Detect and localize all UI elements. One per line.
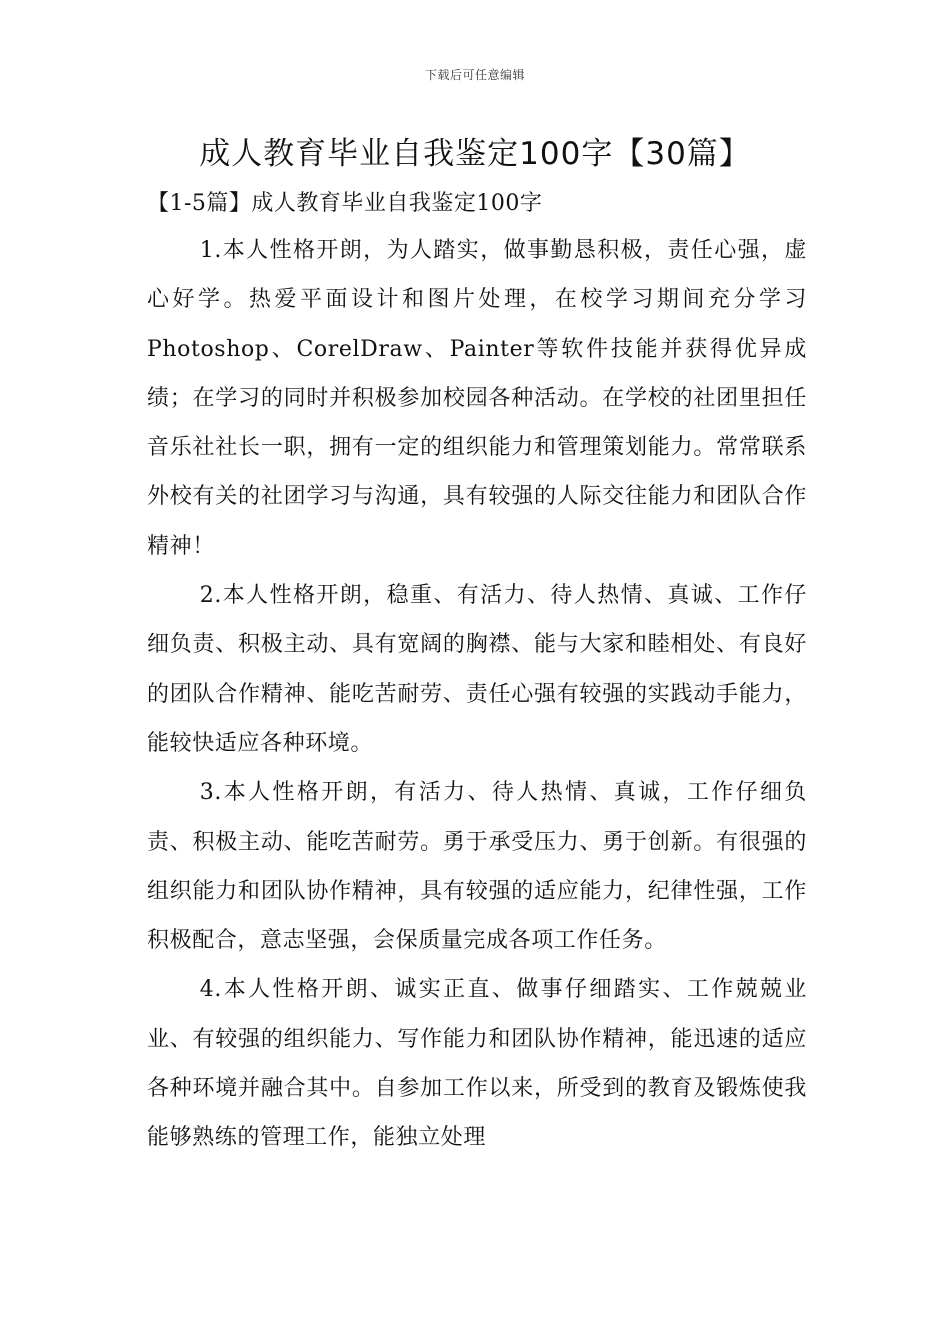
section-heading: 【1-5篇】成人教育毕业自我鉴定100字 [147, 191, 543, 216]
paragraph-4: 4.本人性格开朗、诚实正直、做事仔细踏实、工作兢兢业业、有较强的组织能力、写作能力和团队协作精神，能迅速的适应各种环境并融合其中。自参加工作以来，所受到的教育及锻炼使我能够熟练的管理工作，能独立处理 [147, 977, 807, 1151]
paragraph-1: 1.本人性格开朗，为人踏实，做事勤恳积极，责任心强，虚心好学。热爱平面设计和图片处理，在校学习期间充分学习Photoshop、CorelDraw、Painter等软件技能并获得优异成绩；在学习的同时并积极参加校园各种活动。在学校的社团里担任音乐社社长一职，拥有一定的组织能力和管理策划能力。常常联系外校有关的社团学习与沟通，具有较强的人际交往能力和团队合作精神！ [147, 238, 807, 559]
document-body [147, 226, 807, 1163]
paragraph-3: 3.本人性格开朗，有活力、待人热情、真诚，工作仔细负责、积极主动、能吃苦耐劳。勇于承受压力、勇于创新。有很强的组织能力和团队协作精神，具有较强的适应能力，纪律性强，工作积极配合，意志坚强，会保质量完成各项工作任务。 [147, 780, 807, 954]
header-note: 下载后可任意编辑 [424, 68, 525, 82]
paragraph-2: 2.本人性格开朗，稳重、有活力、待人热情、真诚、工作仔细负责、积极主动、具有宽阔的胸襟、能与大家和睦相处、有良好的团队合作精神、能吃苦耐劳、责任心强有较强的实践动手能力，能较快适应各种环境。 [147, 583, 807, 756]
document-title: 成人教育毕业自我鉴定100字【30篇】 [199, 136, 751, 172]
